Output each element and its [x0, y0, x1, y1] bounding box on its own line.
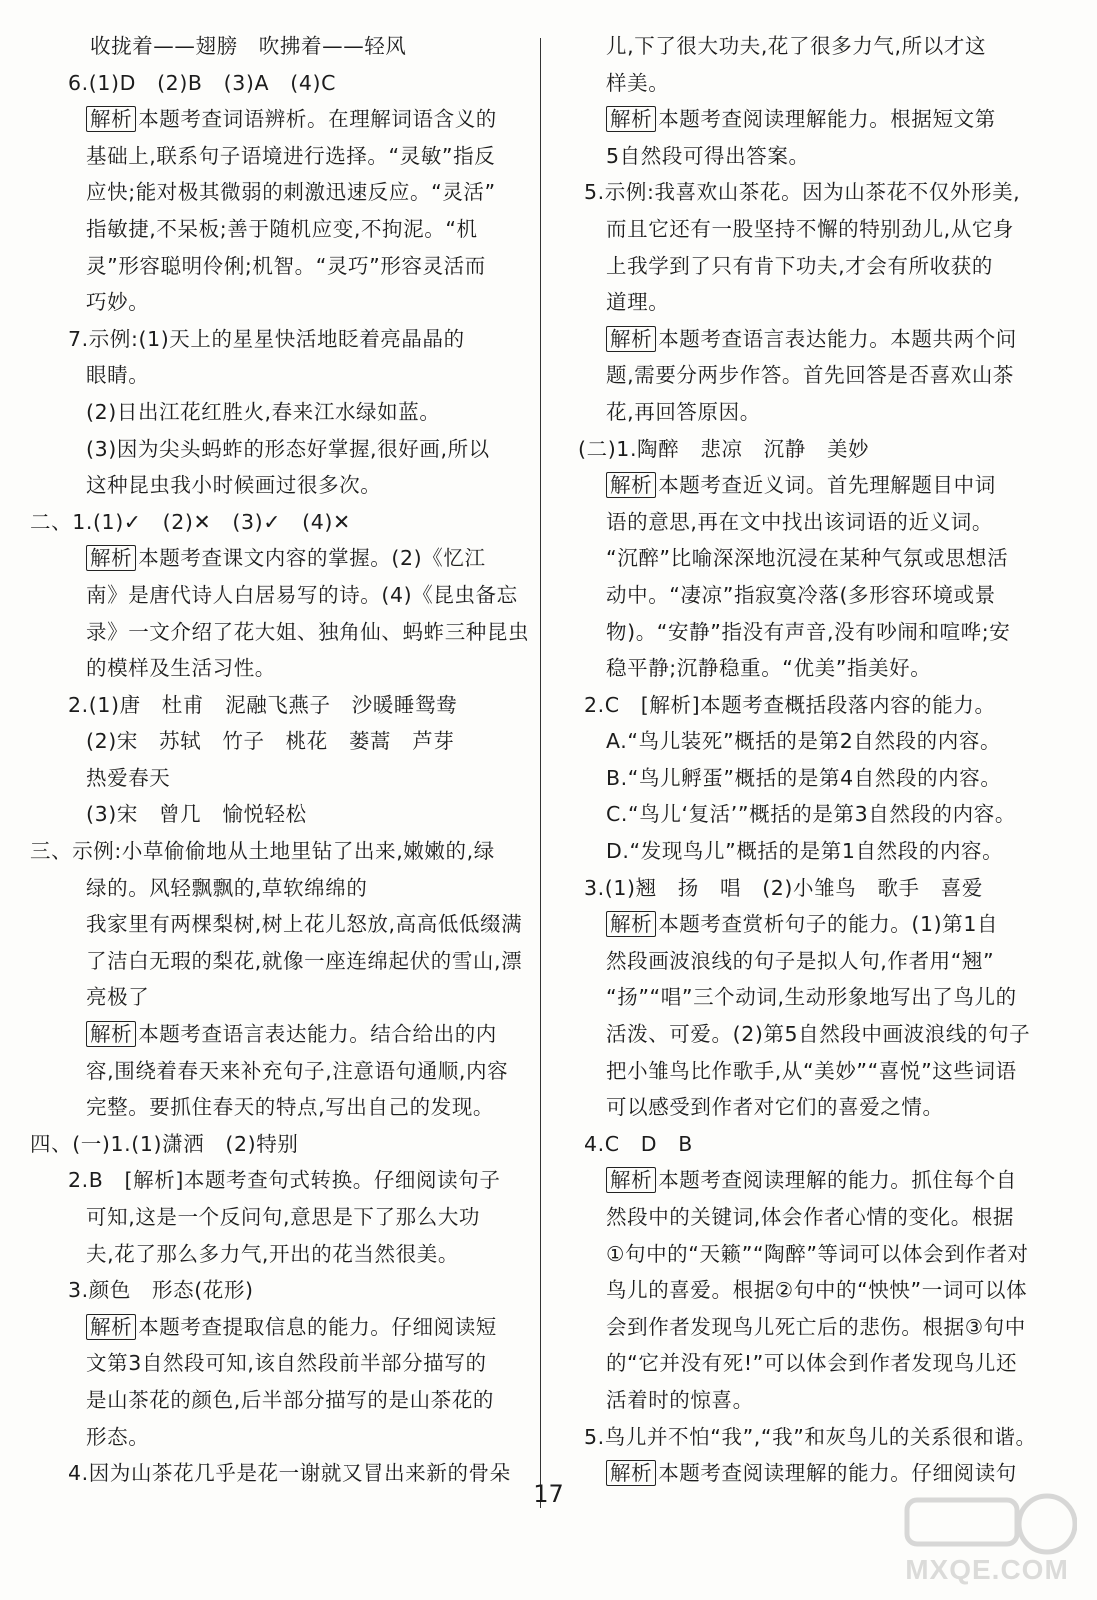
text-line: [30, 1382, 530, 1419]
text-line: [578, 28, 1058, 65]
text-line: [30, 504, 530, 541]
line-text: 容,围绕着春天来补充句子,注意语句通顺,内容: [86, 1058, 509, 1083]
text-line: [578, 796, 1058, 833]
text-line: [30, 284, 530, 321]
line-text: (3)因为尖头蚂蚱的形态好掌握,很好画,所以: [86, 436, 490, 461]
text-line: [578, 870, 1058, 907]
text-line: [30, 1272, 530, 1309]
line-text: 2.C [解析]本题考查概括段落内容的能力。: [584, 692, 996, 717]
line-text: 可知,这是一个反问句,意思是下了那么大功: [86, 1205, 481, 1229]
text-line: [578, 321, 1058, 358]
line-text: 本题考查语言表达能力。结合给出的内: [138, 1022, 497, 1047]
line-text: 本题考查阅读理解的能力。仔细阅读句: [658, 1461, 1017, 1486]
line-text: 6.(1)D (2)B (3)A (4)C: [68, 70, 336, 95]
text-line: [30, 1162, 530, 1199]
text-line: [578, 394, 1058, 431]
text-line: [578, 65, 1058, 102]
text-line: [578, 1309, 1058, 1346]
text-line: [30, 870, 530, 907]
text-line: [30, 357, 530, 394]
line-text: 把小雏鸟比作歌手,从“美妙”“喜悦”这些词语: [606, 1058, 1017, 1083]
text-line: [578, 1053, 1058, 1090]
line-text: 然段中的关键词,体会作者心情的变化。根据: [606, 1205, 1015, 1229]
line-text: (2)日出江花红胜火,春来江水绿如蓝。: [86, 399, 441, 424]
line-text: 本题考查赏析句子的能力。(1)第1自: [658, 912, 999, 937]
line-text: 眼睛。: [86, 363, 150, 388]
text-line: [30, 577, 530, 614]
line-text: 巧妙。: [86, 290, 150, 315]
text-line: [30, 394, 530, 431]
analysis-tag: 解析: [606, 911, 656, 937]
line-text: 本题考查阅读理解的能力。抓住每个自: [658, 1168, 1017, 1193]
text-line: [30, 101, 530, 138]
line-text: 3.(1)翘 扬 唱 (2)小雏鸟 歌手 喜爱: [584, 875, 983, 900]
text-line: [30, 467, 530, 504]
line-text: 然段画波浪线的句子是拟人句,作者用“翘”: [606, 948, 995, 973]
watermark-logo-icon: [897, 1490, 1077, 1560]
line-text: 四、(一)1.(1)潇洒 (2)特别: [30, 1131, 299, 1156]
text-line: [30, 833, 530, 870]
line-text: 3.颜色 形态(花形): [68, 1278, 254, 1303]
analysis-tag: 解析: [86, 545, 136, 571]
text-line: [30, 979, 530, 1016]
line-text: 亮极了: [86, 985, 150, 1010]
analysis-tag: 解析: [606, 1167, 656, 1193]
text-line: [578, 248, 1058, 285]
text-line: [578, 577, 1058, 614]
line-text: “沉醉”比喻深深地沉浸在某种气氛或思想活: [606, 546, 1009, 571]
line-text: 上我学到了只有肯下功夫,才会有所收获的: [606, 253, 993, 278]
page-number: 17: [533, 1480, 564, 1508]
text-line: [30, 1089, 530, 1126]
line-text: 录》一文介绍了花大姐、独角仙、蚂蚱三种昆虫: [86, 619, 530, 644]
watermark: [897, 1490, 1077, 1586]
text-line: [578, 1016, 1058, 1053]
text-line: [30, 431, 530, 468]
analysis-tag: 解析: [606, 472, 656, 498]
text-line: [30, 614, 530, 651]
line-text: 夫,花了那么多力气,开出的花当然很美。: [86, 1241, 459, 1266]
text-line: [578, 760, 1058, 797]
line-text: 道理。: [606, 290, 670, 315]
line-text: 的“它并没有死!”可以体会到作者发现鸟儿还: [606, 1351, 1018, 1376]
analysis-tag: 解析: [606, 326, 656, 352]
right-column: [578, 28, 1058, 1492]
text-line: [578, 979, 1058, 1016]
line-text: 基础上,联系句子语境进行选择。“灵敏”指反: [86, 143, 496, 168]
text-line: [578, 284, 1058, 321]
text-line: [578, 1236, 1058, 1273]
line-text: A.“鸟儿装死”概括的是第2自然段的内容。: [606, 729, 1002, 754]
text-line: [578, 614, 1058, 651]
text-line: [30, 650, 530, 687]
line-text: 4.因为山茶花几乎是花一谢就又冒出来新的骨朵: [68, 1461, 511, 1486]
line-text: 应快;能对极其微弱的刺激迅速反应。“灵活”: [86, 180, 496, 205]
text-line: [578, 1382, 1058, 1419]
text-line: [578, 687, 1058, 724]
text-line: [578, 1199, 1058, 1236]
line-text: 本题考查近义词。首先理解题目中词: [658, 473, 996, 498]
line-text: 动中。“凄凉”指寂寞冷落(多形容环境或景: [606, 582, 996, 607]
line-text: 南》是唐代诗人白居易写的诗。(4)《昆虫备忘: [86, 582, 518, 607]
line-text: 活泼、可爱。(2)第5自然段中画波浪线的句子: [606, 1022, 1031, 1047]
line-text: 稳平静;沉静稳重。“优美”指美好。: [606, 656, 932, 681]
line-text: 本题考查词语辨析。在理解词语含义的: [138, 107, 497, 132]
left-column: [30, 28, 530, 1492]
line-text: (2)宋 苏轼 竹子 桃花 蒌蒿 芦芽: [86, 729, 455, 754]
line-text: 指敏捷,不呆板;善于随机应变,不拘泥。“机: [86, 216, 478, 241]
line-text: 样美。: [606, 70, 670, 95]
text-line: [578, 138, 1058, 175]
analysis-tag: 解析: [86, 106, 136, 132]
text-line: [30, 1236, 530, 1273]
line-text: B.“鸟儿孵蛋”概括的是第4自然段的内容。: [606, 765, 1002, 790]
text-line: [30, 28, 530, 65]
analysis-tag: 解析: [606, 1460, 656, 1486]
line-text: D.“发现鸟儿”概括的是第1自然段的内容。: [606, 839, 1004, 864]
text-line: [30, 540, 530, 577]
text-line: [30, 248, 530, 285]
line-text: 2.(1)唐 杜甫 泥融飞燕子 沙暖睡鸳鸯: [68, 692, 458, 717]
line-text: 收拢着——翅膀 吹拂着——轻风: [90, 34, 407, 58]
text-line: [578, 211, 1058, 248]
text-line: [578, 174, 1058, 211]
text-line: [578, 431, 1058, 468]
line-text: 灵”形容聪明伶俐;机智。“灵巧”形容灵活而: [86, 253, 486, 278]
line-text: 题,需要分两步作答。首先回答是否喜欢山茶: [606, 363, 1015, 388]
analysis-tag: 解析: [86, 1021, 136, 1047]
line-text: 了洁白无瑕的梨花,就像一座连绵起伏的雪山,漂: [86, 948, 523, 973]
text-line: [30, 796, 530, 833]
column-divider: [540, 38, 541, 1508]
text-line: [30, 687, 530, 724]
line-text: 的模样及生活习性。: [86, 656, 276, 681]
line-text: 而且它还有一股坚持不懈的特别劲儿,从它身: [606, 216, 1015, 241]
line-text: 文第3自然段可知,该自然段前半部分描写的: [86, 1351, 487, 1376]
line-text: 5.示例:我喜欢山茶花。因为山茶花不仅外形美,: [584, 180, 1021, 205]
line-text: 二、1.(1)✓ (2)✕ (3)✓ (4)✕: [30, 509, 351, 534]
text-line: [578, 1345, 1058, 1382]
line-text: 鸟儿的喜爱。根据②句中的“怏怏”一词可以体: [606, 1278, 1028, 1303]
line-text: 热爱春天: [86, 765, 171, 790]
text-line: [578, 1089, 1058, 1126]
text-line: [30, 1053, 530, 1090]
line-text: 物)。“安静”指没有声音,没有吵闹和喧哗;安: [606, 619, 1011, 644]
line-text: 本题考查阅读理解能力。根据短文第: [658, 107, 996, 132]
text-line: [30, 211, 530, 248]
text-line: [30, 906, 530, 943]
line-text: 5.鸟儿并不怕“我”,“我”和灰鸟儿的关系很和谐。: [584, 1424, 1037, 1449]
line-text: 形态。: [86, 1424, 150, 1449]
line-text: 7.示例:(1)天上的星星快活地眨着亮晶晶的: [68, 326, 465, 351]
line-text: ①句中的“天籁”“陶醉”等词可以体会到作者对: [606, 1241, 1029, 1266]
line-text: 5自然段可得出答案。: [606, 143, 810, 168]
line-text: 2.B [解析]本题考查句式转换。仔细阅读句子: [68, 1168, 501, 1193]
text-line: [578, 467, 1058, 504]
text-line: [30, 943, 530, 980]
text-line: [578, 906, 1058, 943]
text-line: [578, 101, 1058, 138]
line-text: 本题考查课文内容的掌握。(2)《忆江: [138, 546, 486, 571]
line-text: (二)1.陶醉 悲凉 沉静 美妙: [578, 436, 870, 461]
analysis-tag: 解析: [606, 106, 656, 132]
text-line: [578, 1126, 1058, 1163]
text-line: [30, 138, 530, 175]
line-text: 可以感受到作者对它们的喜爱之情。: [606, 1095, 944, 1120]
line-text: 活着时的惊喜。: [606, 1387, 754, 1412]
text-line: [578, 650, 1058, 687]
text-line: [30, 1419, 530, 1456]
line-text: 本题考查语言表达能力。本题共两个问: [658, 326, 1017, 351]
text-line: [578, 1419, 1058, 1456]
text-line: [30, 1345, 530, 1382]
text-line: [578, 357, 1058, 394]
text-line: [30, 174, 530, 211]
text-line: [30, 760, 530, 797]
line-text: 完整。要抓住春天的特点,写出自己的发现。: [86, 1095, 495, 1120]
line-text: 会到作者发现鸟儿死亡后的悲伤。根据③句中: [606, 1314, 1026, 1339]
analysis-tag: 解析: [86, 1314, 136, 1340]
line-text: 是山茶花的颜色,后半部分描写的是山茶花的: [86, 1387, 495, 1412]
text-line: [30, 65, 530, 102]
text-line: [578, 723, 1058, 760]
text-line: [578, 943, 1058, 980]
line-text: 绿的。风轻飘飘的,草软绵绵的: [86, 875, 368, 900]
line-text: 本题考查提取信息的能力。仔细阅读短: [138, 1314, 497, 1339]
text-line: [30, 321, 530, 358]
text-line: [30, 1199, 530, 1236]
text-line: [30, 1016, 530, 1053]
line-text: 儿,下了很大功夫,花了很多力气,所以才这: [606, 34, 987, 58]
line-text: 语的意思,再在文中找出该词语的近义词。: [606, 509, 993, 534]
watermark-text: MXQE.COM: [905, 1554, 1069, 1585]
text-line: [30, 1309, 530, 1346]
text-line: [578, 540, 1058, 577]
line-text: 三、示例:小草偷偷地从土地里钻了出来,嫩嫩的,绿: [30, 839, 495, 864]
line-text: “扬”“唱”三个动词,生动形象地写出了鸟儿的: [606, 985, 1017, 1010]
text-line: [578, 504, 1058, 541]
line-text: 花,再回答原因。: [606, 399, 761, 424]
text-line: [578, 1162, 1058, 1199]
line-text: 我家里有两棵梨树,树上花儿怒放,高高低低缀满: [86, 912, 523, 937]
line-text: 这种昆虫我小时候画过很多次。: [86, 473, 382, 498]
text-line: [30, 1126, 530, 1163]
line-text: (3)宋 曾几 愉悦轻松: [86, 802, 307, 827]
text-line: [578, 833, 1058, 870]
text-line: [578, 1272, 1058, 1309]
line-text: C.“鸟儿‘复活’”概括的是第3自然段的内容。: [606, 802, 1016, 827]
line-text: 4.C D B: [584, 1131, 693, 1156]
text-line: [30, 723, 530, 760]
